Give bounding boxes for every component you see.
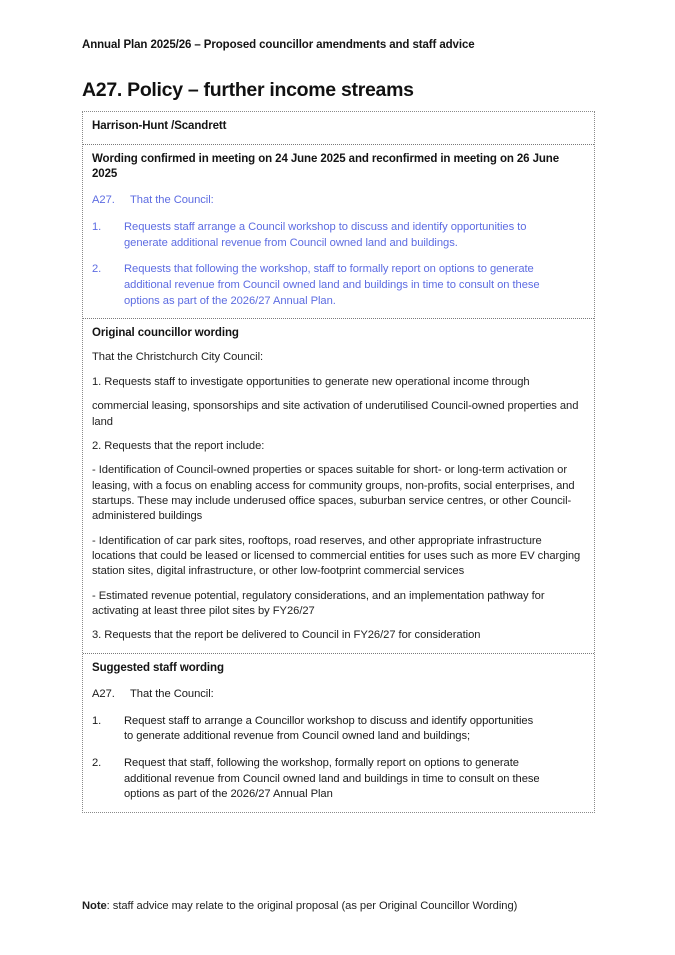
staff-lead-ref: A27.	[92, 687, 115, 700]
footer-note-label: Note	[82, 900, 107, 912]
staff-wording-heading: Suggested staff wording	[92, 661, 224, 674]
original-paragraph: - Identification of car park sites, rooftops, road reserves, and other appropriate infrastructure locations that could be leased or licensed to commercial entities for uses such as more EV charging station sites, digital infrastructure, or other low-footprint commercial services	[92, 534, 581, 578]
original-paragraph: 3. Requests that the report be delivered to Council in FY26/27 for consideration	[92, 629, 481, 642]
list-item-number: 1.	[92, 714, 102, 727]
running-header: Annual Plan 2025/26 – Proposed councillor amendments and staff advice	[82, 39, 475, 51]
list-item	[92, 220, 585, 251]
footer-note-text: : staff advice may relate to the original proposal (as per Original Councillor Wording)	[106, 900, 518, 912]
confirmed-lead-ref: A27.	[92, 194, 115, 207]
table-row-councillors	[83, 112, 594, 144]
confirmed-wording-list	[92, 220, 585, 309]
list-item-text: Request that staff, following the workshop, formally report on options to generate additional revenue from Council owned land and buildings in time to consult on these options as part of the 2026/27 Annual Plan	[124, 756, 540, 801]
original-paragraph: 1. Requests staff to investigate opportunities to generate new operational income through	[92, 375, 530, 388]
confirmed-lead-text: That the Council:	[130, 194, 214, 207]
list-item	[92, 262, 585, 309]
footer-note	[82, 900, 517, 912]
original-paragraph: commercial leasing, sponsorships and site activation of underutilised Council-owned properties and land	[92, 400, 579, 428]
original-paragraph: - Identification of Council-owned properties or spaces suitable for short- or long-term activation or leasing, with a focus on enabling access for community groups, non-profits, social enterprises, and startups. These may include underused office spaces, suburban service centres, or other Council-administered buildings	[92, 464, 575, 523]
list-item-text: Requests that following the workshop, staff to formally report on options to generate additional revenue from Council owned land and buildings in time to consult on these options as part of the 2026/27 Annual Plan.	[124, 263, 540, 307]
list-item	[92, 714, 585, 745]
list-item-text: Requests staff arrange a Council workshop to discuss and identify opportunities to generate additional revenue from Council owned land and buildings.	[124, 220, 527, 249]
table-row-staff-wording	[83, 654, 594, 812]
page-title: A27. Policy – further income streams	[82, 78, 414, 101]
original-paragraph: 2. Requests that the report include:	[92, 439, 265, 452]
list-item	[92, 756, 585, 803]
table-row-original-wording	[83, 319, 594, 653]
amendment-table	[82, 111, 595, 813]
list-item-number: 1.	[92, 220, 102, 233]
staff-lead-text: That the Council:	[130, 687, 214, 700]
original-paragraph: That the Christchurch City Council:	[92, 351, 264, 364]
list-item-number: 2.	[92, 263, 102, 276]
original-paragraph: - Estimated revenue potential, regulatory considerations, and an implementation pathway for activating at least three pilot sites by FY26/27	[92, 589, 545, 617]
list-item-text: Request staff to arrange a Councillor workshop to discuss and identify opportunities to generate additional revenue from Council owned land and buildings;	[124, 714, 534, 743]
staff-wording-list	[92, 714, 585, 803]
original-wording-heading: Original councillor wording	[92, 327, 239, 340]
confirmed-wording-heading: Wording confirmed in meeting on 24 June 2025 and reconfirmed in meeting on 26 June 2025	[92, 152, 560, 180]
table-row-confirmed-wording	[83, 145, 594, 320]
list-item-number: 2.	[92, 756, 102, 769]
confirmed-lead-line	[92, 193, 585, 209]
staff-lead-line	[92, 687, 585, 703]
councillors-label: Harrison-Hunt /Scandrett	[92, 120, 227, 133]
